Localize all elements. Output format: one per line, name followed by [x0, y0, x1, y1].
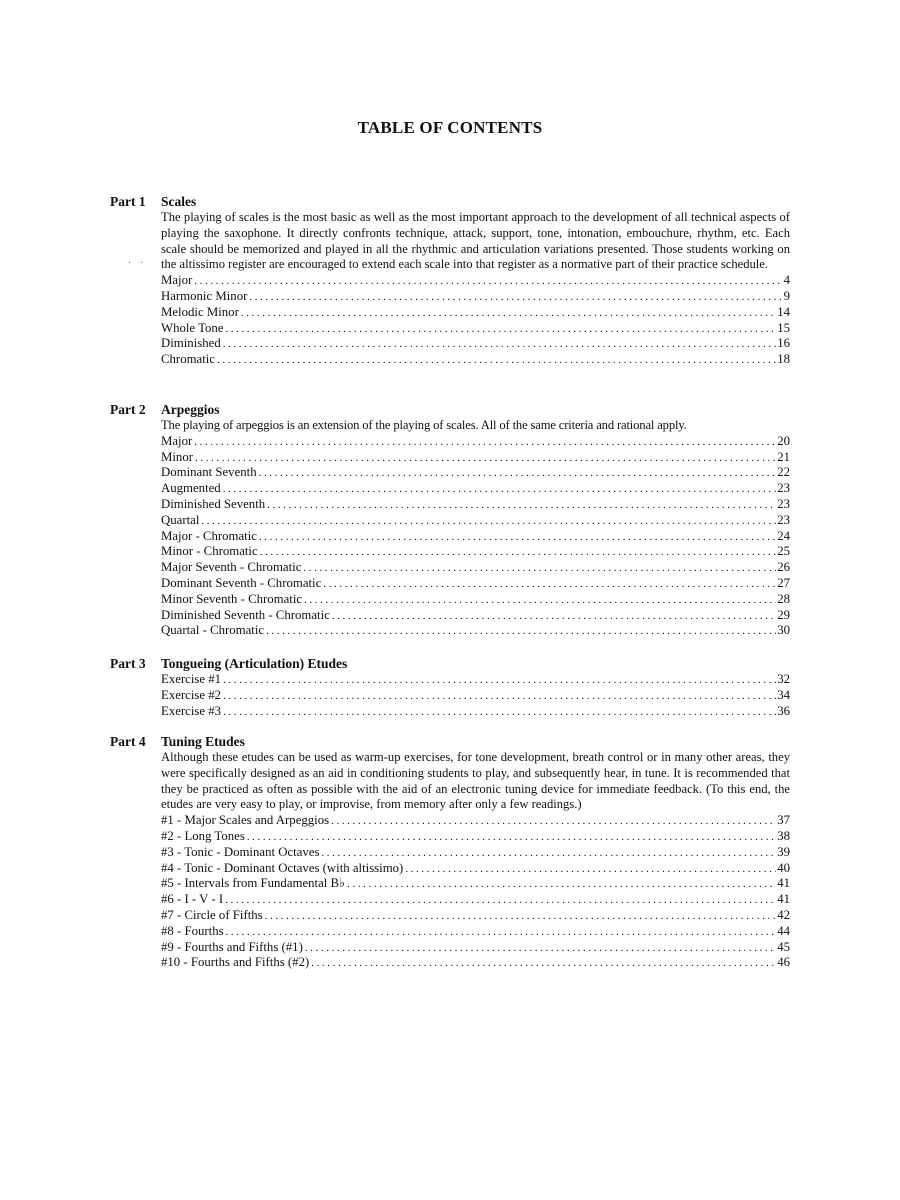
entry-page: 24 — [777, 528, 790, 543]
toc-entry[interactable] — [161, 321, 790, 337]
toc-entry[interactable] — [161, 845, 790, 861]
dot-leader — [331, 814, 776, 830]
entry-page: 20 — [777, 433, 790, 448]
part-4-label: Part 4 — [110, 734, 146, 749]
entry-title: Major — [161, 433, 193, 448]
dot-leader — [194, 274, 782, 290]
toc-entry[interactable] — [161, 289, 790, 305]
dot-leader — [201, 514, 776, 530]
entry-page: 38 — [777, 828, 790, 843]
toc-entry[interactable] — [161, 592, 790, 608]
entry-title: Minor — [161, 449, 193, 464]
entry-title: Harmonic Minor — [161, 288, 248, 303]
dot-leader — [249, 290, 782, 306]
toc-entry[interactable] — [161, 672, 790, 688]
toc-entry[interactable] — [161, 813, 790, 829]
entry-title: Augmented — [161, 481, 221, 496]
entry-page: 37 — [777, 813, 790, 828]
part-1-heading — [110, 194, 790, 210]
toc-entry[interactable] — [161, 544, 790, 560]
entry-page: 23 — [777, 512, 790, 527]
entry-title: Dominant Seventh — [161, 465, 257, 480]
entry-title: Chromatic — [161, 352, 216, 367]
toc-entry[interactable] — [161, 513, 790, 529]
part-3-heading — [110, 656, 790, 672]
entry-page: 21 — [777, 449, 790, 464]
dot-leader — [260, 545, 777, 561]
entry-title: #7 - Circle of Fifths — [161, 907, 263, 922]
toc-entry[interactable] — [161, 623, 790, 639]
toc-entry[interactable] — [161, 273, 790, 289]
dot-leader — [303, 561, 776, 577]
toc-entry[interactable] — [161, 560, 790, 576]
scan-speck: · · — [128, 258, 147, 269]
toc-entry[interactable] — [161, 688, 790, 704]
entry-title: Minor Seventh - Chromatic — [161, 591, 303, 606]
dot-leader — [195, 451, 776, 467]
entry-title: #6 - I - V - I — [161, 892, 224, 907]
toc-entry[interactable] — [161, 336, 790, 352]
toc-entry[interactable] — [161, 940, 790, 956]
dot-leader — [305, 941, 776, 957]
entry-title: Major - Chromatic — [161, 528, 257, 543]
entry-page: 46 — [777, 955, 790, 970]
entry-title: #4 - Tonic - Dominant Octaves (with altissimo) — [161, 860, 404, 875]
toc-entry[interactable] — [161, 352, 790, 368]
dot-leader — [223, 705, 776, 721]
entry-page: 14 — [777, 304, 790, 319]
dot-leader — [241, 306, 776, 322]
toc-entry[interactable] — [161, 497, 790, 513]
entry-page: 4 — [783, 273, 790, 288]
entry-page: 40 — [777, 860, 790, 875]
entry-page: 27 — [777, 575, 790, 590]
part-2-section — [110, 402, 790, 639]
toc-entry[interactable] — [161, 576, 790, 592]
toc-entry[interactable] — [161, 924, 790, 940]
part-3-section — [110, 656, 790, 719]
entry-page: 30 — [777, 623, 790, 638]
entry-page: 41 — [777, 876, 790, 891]
entry-title: Dominant Seventh - Chromatic — [161, 575, 322, 590]
dot-leader — [247, 830, 776, 846]
part-3-title: Tongueing (Articulation) Etudes — [161, 656, 348, 671]
dot-leader — [259, 466, 777, 482]
dot-leader — [223, 337, 776, 353]
entry-page: 18 — [777, 352, 790, 367]
part-4-heading — [110, 734, 790, 750]
dot-leader — [225, 322, 776, 338]
part-4-section — [110, 734, 790, 971]
entry-page: 22 — [777, 465, 790, 480]
part-1-title: Scales — [161, 194, 197, 209]
dot-leader — [265, 909, 777, 925]
entry-title: Whole Tone — [161, 320, 224, 335]
part-1-description: The playing of scales is the most basic as well as the most important approach to the development of all technical aspects of playing the saxophone. It directly confronts technique, attack, support, tone, intonation, embouchure, rhythm, etc. Each scale should be memorized and played in all the rhythmic and articulation variations presented. Those students working on the altissimo register are encouraged to extend each scale into that register as a normative part of their practice schedule. — [161, 210, 790, 272]
entry-title: Major — [161, 273, 193, 288]
dot-leader — [267, 498, 776, 514]
entry-title: #10 - Fourths and Fifths (#2) — [161, 955, 310, 970]
entry-title: #9 - Fourths and Fifths (#1) — [161, 939, 303, 954]
toc-entry[interactable] — [161, 704, 790, 720]
dot-leader — [332, 609, 776, 625]
entry-title: #3 - Tonic - Dominant Octaves — [161, 844, 320, 859]
entry-page: 32 — [777, 672, 790, 686]
dot-leader — [223, 673, 776, 689]
dot-leader — [304, 593, 776, 609]
toc-entry[interactable] — [161, 450, 790, 466]
dot-leader — [226, 925, 777, 941]
dot-leader — [311, 956, 776, 972]
part-4-title: Tuning Etudes — [161, 734, 245, 749]
entry-title: Diminished Seventh - Chromatic — [161, 607, 330, 622]
entry-page: 29 — [777, 607, 790, 622]
entry-title: Melodic Minor — [161, 304, 239, 319]
dot-leader — [266, 624, 776, 640]
toc-entry[interactable] — [161, 861, 790, 877]
toc-entry[interactable] — [161, 529, 790, 545]
toc-entry[interactable] — [161, 434, 790, 450]
dot-leader — [225, 893, 776, 909]
dot-leader — [223, 689, 776, 705]
entry-page: 23 — [777, 481, 790, 496]
entry-page: 41 — [777, 892, 790, 907]
toc-entry[interactable] — [161, 955, 790, 971]
entry-title: Minor - Chromatic — [161, 544, 258, 559]
part-1-section — [110, 194, 790, 368]
entry-page: 15 — [777, 320, 790, 335]
toc-entry[interactable] — [161, 465, 790, 481]
entry-page: 34 — [777, 687, 790, 702]
entry-title: Quartal - Chromatic — [161, 623, 265, 638]
page-title: TABLE OF CONTENTS — [357, 118, 543, 137]
dot-leader — [347, 877, 776, 893]
entry-page: 25 — [777, 544, 790, 559]
part-1-label: Part 1 — [110, 194, 146, 209]
dot-leader — [405, 862, 776, 878]
toc-entry[interactable] — [161, 305, 790, 321]
dot-leader — [217, 353, 776, 369]
part-2-title: Arpeggios — [161, 402, 220, 417]
entry-title: #2 - Long Tones — [161, 828, 245, 843]
entry-title: Exercise #2 — [161, 687, 222, 702]
part-2-heading — [110, 402, 790, 418]
entry-page: 23 — [777, 496, 790, 511]
toc-entry[interactable] — [161, 892, 790, 908]
entry-title: Quartal — [161, 512, 200, 527]
dot-leader — [323, 577, 776, 593]
entry-page: 26 — [777, 560, 790, 575]
entry-page: 45 — [777, 939, 790, 954]
entry-page: 39 — [777, 844, 790, 859]
part-2-label: Part 2 — [110, 402, 146, 417]
entry-title: Exercise #3 — [161, 703, 222, 718]
dot-leader — [223, 482, 776, 498]
part-3-label: Part 3 — [110, 656, 146, 671]
dot-leader — [321, 846, 776, 862]
entry-page: 42 — [777, 907, 790, 922]
dot-leader — [259, 530, 776, 546]
entry-page: 28 — [777, 591, 790, 606]
entry-title: Diminished Seventh — [161, 496, 266, 511]
entry-title: #1 - Major Scales and Arpeggios — [161, 813, 330, 828]
entry-page: 44 — [777, 923, 790, 938]
entry-title: Exercise #1 — [161, 672, 222, 686]
toc-entry[interactable] — [161, 829, 790, 845]
entry-title: #5 - Intervals from Fundamental B♭ — [161, 876, 346, 891]
entry-title: Major Seventh - Chromatic — [161, 560, 302, 575]
toc-entry[interactable] — [161, 908, 790, 924]
toc-entry[interactable] — [161, 608, 790, 624]
toc-entry[interactable] — [161, 481, 790, 497]
part-2-description: The playing of arpeggios is an extension of the playing of scales. All of the same criteria and rational apply. — [161, 418, 687, 432]
entry-page: 16 — [777, 336, 790, 351]
entry-page: 36 — [777, 703, 790, 718]
entry-title: #8 - Fourths — [161, 923, 224, 938]
part-4-description: Although these etudes can be used as warm-up exercises, for tone development, breath control or in many other areas, they were specifically designed as an aid in conditioning students to play, and subsequently hear, in tune. It is recommended that they be practiced as often as possible with the aid of an electronic tuning device for immediate feedback. (To this end, the etudes are very easy to play, or improvise, from memory after only a few readings.) — [161, 750, 790, 812]
dot-leader — [194, 435, 776, 451]
entry-title: Diminished — [161, 336, 221, 351]
toc-entry[interactable] — [161, 876, 790, 892]
entry-page: 9 — [783, 288, 790, 303]
